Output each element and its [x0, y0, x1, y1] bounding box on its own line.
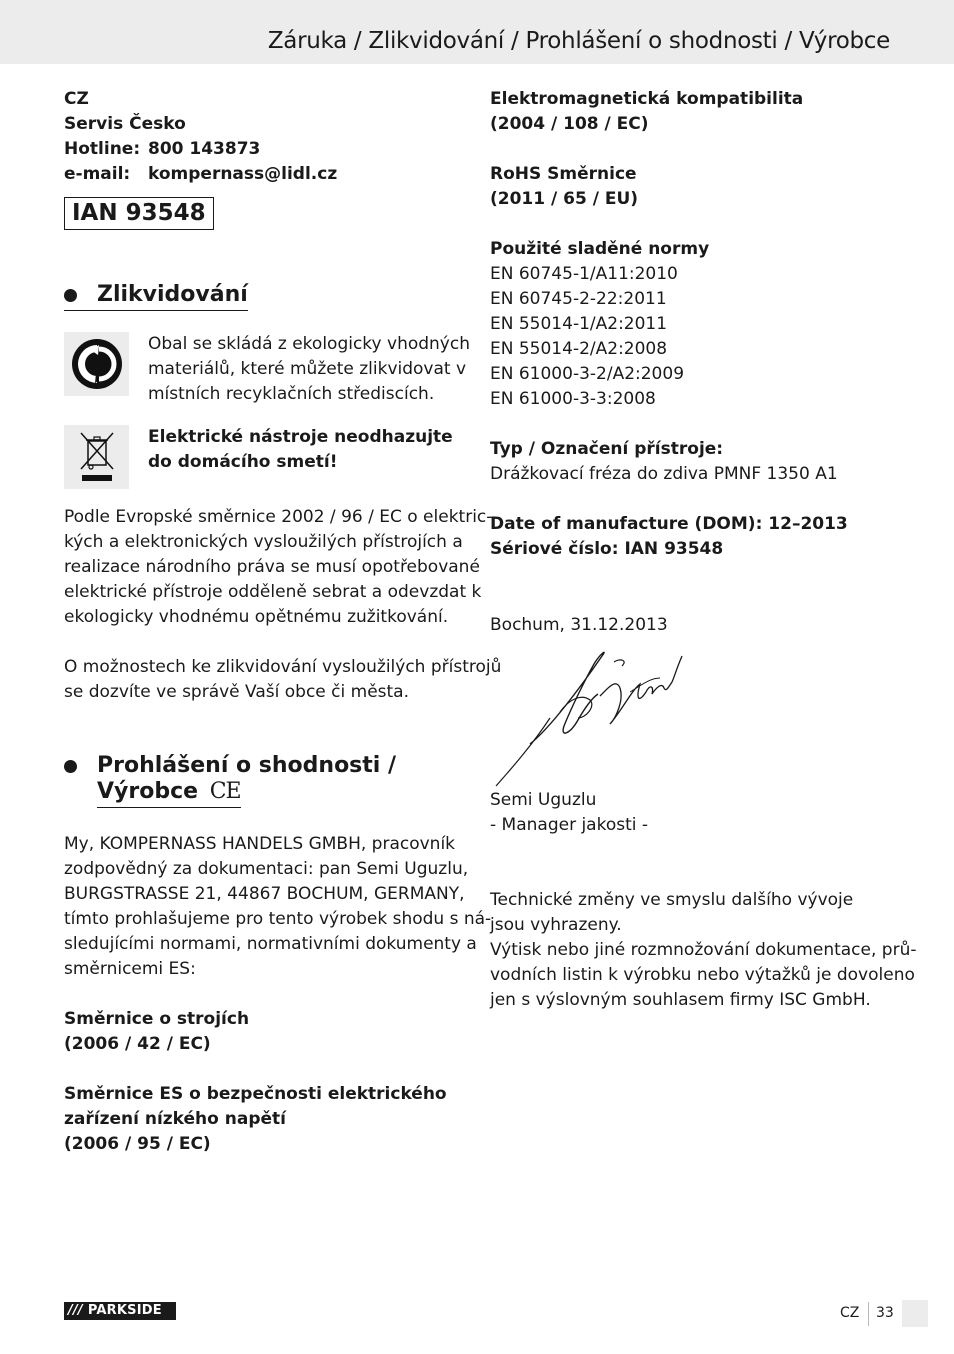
text-line: O možnostech ke zlikvidování vysloužilých přístrojů: [64, 657, 502, 677]
directive-paragraph: [64, 505, 493, 630]
footer-language: CZ: [840, 1305, 860, 1321]
text-line: Směrnice ES o bezpečnosti elektrického: [64, 1084, 447, 1104]
signatory-role: - Manager jakosti -: [490, 815, 649, 835]
serial-line: Sériové číslo: IAN 93548: [490, 539, 724, 559]
text-line: kých a elektronických vysloužilých přístrojích a: [64, 532, 463, 552]
disposal-heading: [64, 282, 248, 311]
email-label: e-mail:: [64, 164, 131, 184]
email-row: [64, 162, 464, 187]
dom-line: Date of manufacture (DOM): 12–2013: [490, 514, 848, 534]
green-dot-recycle-icon: [64, 332, 129, 396]
standard-item: EN 55014-2/A2:2008: [490, 339, 668, 359]
bullet-dot-icon: [64, 289, 77, 302]
parkside-logo: [64, 1302, 176, 1320]
declaration-heading-line1: Prohlášení o shodnosti /: [97, 753, 397, 778]
packaging-text: [148, 332, 470, 407]
changes-paragraph: [490, 888, 917, 1013]
contact-service: Servis Česko: [64, 114, 186, 134]
standards-heading: Použité sladěné normy: [490, 239, 710, 259]
type-heading: Typ / Označení přístroje:: [490, 439, 724, 459]
standard-item: EN 61000-3-3:2008: [490, 389, 656, 409]
text-line: místních recyklačních střediscích.: [148, 384, 435, 404]
weee-text: [148, 425, 464, 475]
rohs-directive: [490, 162, 890, 212]
hotline-row: [64, 137, 464, 162]
text-line: Elektromagnetická kompatibilita: [490, 89, 804, 109]
text-line: (2006 / 95 / EC): [64, 1134, 211, 1154]
emc-directive: [490, 87, 890, 137]
signature-image: [490, 648, 690, 788]
email-value[interactable]: kompernass@lidl.cz: [148, 164, 338, 184]
standard-item: EN 60745-1/A11:2010: [490, 264, 678, 284]
type-value: Drážkovací fréza do zdiva PMNF 1350 A1: [490, 464, 838, 484]
standard-item: EN 55014-1/A2:2011: [490, 314, 668, 334]
ce-mark-icon: CE: [209, 779, 241, 804]
text-line: realizace národního práva se musí opotřebované: [64, 557, 480, 577]
crossed-bin-icon: [64, 425, 129, 489]
text-line: BURGSTRASSE 21, 44867 BOCHUM, GERMANY,: [64, 884, 465, 904]
footer-divider: [868, 1302, 869, 1326]
text-line: (2004 / 108 / EC): [490, 114, 649, 134]
text-line: do domácího smetí!: [148, 452, 338, 472]
text-line: Směrnice o strojích: [64, 1009, 250, 1029]
text-line: (2006 / 42 / EC): [64, 1034, 211, 1054]
text-line: My, KOMPERNASS HANDELS GMBH, pracovník: [64, 834, 456, 854]
standard-item: EN 61000-3-2/A2:2009: [490, 364, 685, 384]
page-title: Záruka / Zlikvidování / Prohlášení o shodnosti / Výrobce: [267, 28, 890, 54]
text-line: Elektrické nástroje neodhazujte: [148, 427, 453, 447]
right-column: [490, 87, 917, 1013]
text-line: tímto prohlašujeme pro tento výrobek shodu s ná-: [64, 909, 492, 929]
brand-name: PARKSIDE: [87, 1303, 162, 1318]
bullet-dot-icon: [64, 760, 77, 773]
text-line: se dozvíte ve správě Vaší obce či města.: [64, 682, 409, 702]
text-line: vodních listin k výrobku nebo výtažků je dovoleno: [490, 965, 915, 985]
text-line: jsou vyhrazeny.: [490, 915, 622, 935]
brand-slashes: ///: [68, 1303, 83, 1318]
signatory-name: Semi Uguzlu: [490, 790, 597, 810]
machinery-directive: [64, 1007, 464, 1057]
weee-row: [64, 425, 464, 489]
low-voltage-directive: [64, 1082, 464, 1157]
hotline-label: Hotline:: [64, 139, 141, 159]
text-line: Obal se skládá z ekologicky vhodných: [148, 334, 470, 354]
text-line: Výtisk nebo jiné rozmnožování dokumentace, prů-: [490, 940, 917, 960]
disposal-heading-text: Zlikvidování: [97, 282, 248, 307]
declaration-heading-line2-wrap: [97, 779, 241, 808]
options-paragraph: [64, 655, 502, 705]
ian-box: IAN 93548: [64, 197, 214, 230]
text-line: Technické změny ve smyslu dalšího vývoje: [490, 890, 854, 910]
left-column: [64, 87, 502, 1157]
text-line: elektrické přístroje odděleně sebrat a odevzdat k: [64, 582, 482, 602]
place-date: Bochum, 31.12.2013: [490, 615, 668, 635]
text-line: (2011 / 65 / EU): [490, 189, 639, 209]
standard-item: EN 60745-2-22:2011: [490, 289, 667, 309]
declaration-heading-line2: Výrobce: [97, 779, 199, 804]
text-line: ekologicky vhodnému opětnému zužitkování.: [64, 607, 449, 627]
text-line: zodpovědný za dokumentaci: pan Semi Uguzlu,: [64, 859, 469, 879]
device-type: [490, 437, 890, 487]
text-line: materiálů, které můžete zlikvidovat v: [148, 359, 467, 379]
page-number: 33: [876, 1305, 894, 1321]
text-line: zařízení nízkého napětí: [64, 1109, 286, 1129]
hotline-value: 800 143873: [148, 139, 261, 159]
contact-country: CZ: [64, 89, 89, 109]
text-line: Podle Evropské směrnice 2002 / 96 / EC o elektric-: [64, 507, 493, 527]
text-line: sledujícími normami, normativními dokumenty a: [64, 934, 477, 954]
text-line: RoHS Směrnice: [490, 164, 637, 184]
text-line: směrnicemi ES:: [64, 959, 196, 979]
footer-tab: [902, 1300, 928, 1327]
standards-list: [490, 237, 890, 412]
declaration-heading: [64, 753, 396, 808]
text-line: jen s výslovným souhlasem firmy ISC GmbH.: [490, 990, 871, 1010]
manufacture-info: [490, 512, 890, 562]
declaration-intro: [64, 832, 492, 982]
packaging-row: [64, 332, 470, 407]
